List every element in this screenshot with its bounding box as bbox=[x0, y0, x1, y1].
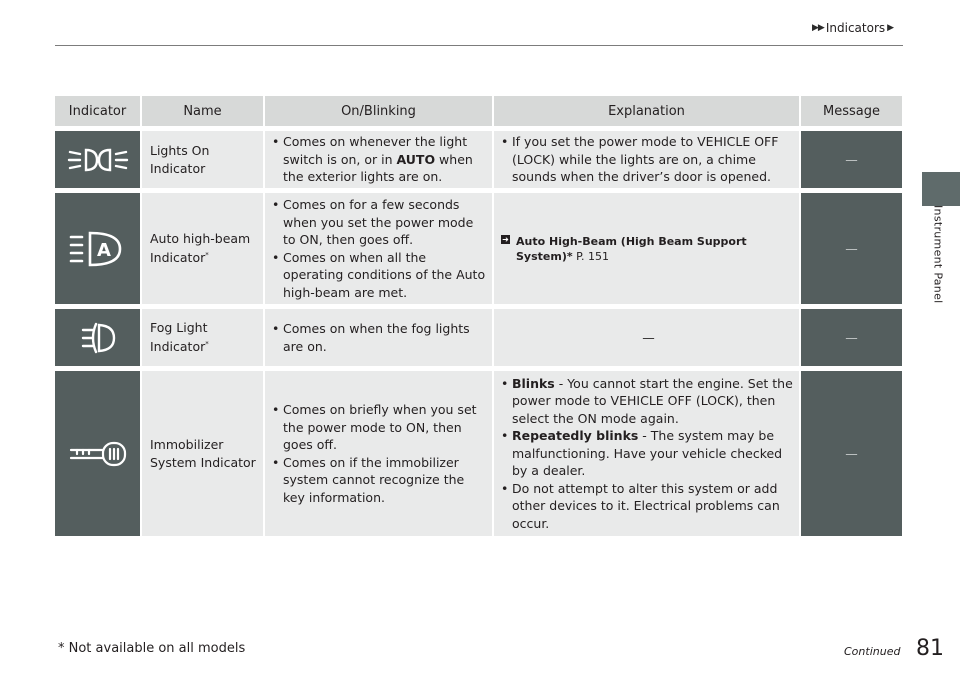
table-row bbox=[55, 366, 902, 536]
breadcrumb-arrow-icon: ▶▶ bbox=[812, 23, 824, 33]
fog-light-icon bbox=[80, 322, 116, 354]
indicator-name: Lights On Indicator bbox=[142, 126, 265, 188]
immobilizer-key-icon bbox=[67, 439, 129, 469]
column-header: Explanation bbox=[494, 96, 801, 126]
list-item: • Comes on briefly when you set the power mode to ON, then goes off. bbox=[269, 401, 486, 454]
page-number: 81 bbox=[916, 636, 944, 661]
explanation-cell bbox=[494, 366, 801, 536]
breadcrumb bbox=[812, 19, 893, 37]
page-reference-link[interactable]: ➜ Auto High-Beam (High Beam Support System)* P. 151 bbox=[502, 234, 747, 263]
indicator-icon-cell bbox=[55, 126, 142, 188]
message-cell: — bbox=[801, 188, 902, 304]
list-item: • Do not attempt to alter this system or add other devices to it. Electrical problems can occur. bbox=[498, 480, 793, 533]
column-header: Indicator bbox=[55, 96, 142, 126]
indicator-icon-cell bbox=[55, 366, 142, 536]
explanation-cell: — bbox=[494, 304, 801, 366]
list-item: • If you set the power mode to VEHICLE OFF (LOCK) while the lights are on, a chime sounds when the driver’s door is opened. bbox=[498, 133, 793, 186]
list-item: • Comes on whenever the light switch is on, or in AUTO when the exterior lights are on. bbox=[269, 133, 486, 186]
indicator-table bbox=[55, 96, 902, 536]
list-item: • Comes on when the fog lights are on. bbox=[269, 320, 486, 355]
column-header: Message bbox=[801, 96, 902, 126]
on-blinking-cell bbox=[265, 304, 494, 366]
indicator-name: Fog Light Indicator* bbox=[142, 304, 265, 366]
column-header: Name bbox=[142, 96, 265, 126]
breadcrumb-arrow-icon: ▶ bbox=[887, 23, 894, 33]
table-row bbox=[55, 188, 902, 304]
on-blinking-cell bbox=[265, 188, 494, 304]
message-cell: — bbox=[801, 126, 902, 188]
explanation-cell bbox=[494, 126, 801, 188]
section-side-label: Instrument Panel bbox=[931, 204, 945, 304]
headlight-on-icon bbox=[67, 145, 129, 175]
auto-high-beam-icon bbox=[68, 229, 128, 269]
table-row bbox=[55, 126, 902, 188]
list-item: • Comes on for a few seconds when you set the power mode to ON, then goes off. bbox=[269, 196, 486, 249]
svg-text:A: A bbox=[96, 239, 111, 261]
list-item: • Repeatedly blinks - The system may be malfunctioning. Have your vehicle checked by a dealer. bbox=[498, 427, 793, 480]
message-cell: — bbox=[801, 304, 902, 366]
indicator-name: Immobilizer System Indicator bbox=[142, 366, 265, 536]
explanation-cell bbox=[494, 188, 801, 304]
list-item: • Blinks - You cannot start the engine. Set the power mode to VEHICLE OFF (LOCK), then select the ON mode again. bbox=[498, 375, 793, 428]
header-divider bbox=[55, 45, 903, 46]
table-row bbox=[55, 304, 902, 366]
continued-label: Continued bbox=[844, 645, 901, 658]
indicator-icon-cell bbox=[55, 188, 142, 304]
on-blinking-cell bbox=[265, 366, 494, 536]
on-blinking-cell bbox=[265, 126, 494, 188]
indicator-icon-cell bbox=[55, 304, 142, 366]
table-header-row bbox=[55, 96, 902, 126]
breadcrumb-label: Indicators bbox=[825, 21, 886, 35]
message-cell: — bbox=[801, 366, 902, 536]
reference-arrow-icon: ➜ bbox=[502, 234, 509, 244]
list-item: • Comes on when all the operating conditions of the Auto high-beam are met. bbox=[269, 249, 486, 302]
footnote: * Not available on all models bbox=[58, 641, 246, 656]
indicator-name: Auto high-beam Indicator* bbox=[142, 188, 265, 304]
column-header: On/Blinking bbox=[265, 96, 494, 126]
list-item: • Comes on if the immobilizer system cannot recognize the key information. bbox=[269, 454, 486, 507]
